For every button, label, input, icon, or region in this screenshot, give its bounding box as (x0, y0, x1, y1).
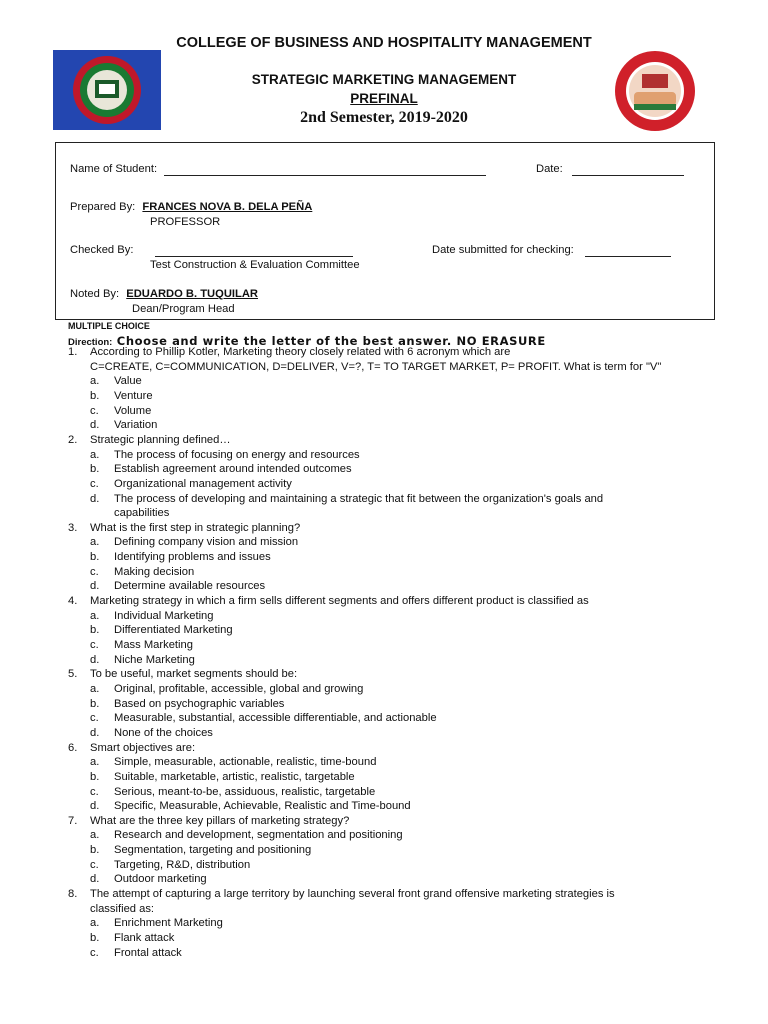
option-text: Determine available resources (114, 580, 266, 593)
option-text: Suitable, marketable, artistic, realistic, targetable (114, 770, 355, 783)
option-letter: b. (90, 624, 100, 637)
checked-label: Checked By: (70, 244, 134, 256)
noted-title: Dean/Program Head (132, 303, 235, 315)
noted-label: Noted By: (70, 288, 120, 300)
option-letter: d. (90, 726, 100, 739)
question-text: According to Phillip Kotler, Marketing theory closely related with 6 acronym which are (90, 346, 511, 358)
option-letter: c. (90, 785, 99, 798)
name-label: Name of Student: (70, 163, 158, 175)
question-number: 6. (68, 741, 78, 754)
option-letter: d. (90, 873, 100, 886)
question-text: Strategic planning defined… (90, 433, 231, 446)
option-letter: a. (90, 756, 100, 769)
option-text: Enrichment Marketing (114, 917, 223, 930)
option-letter: c. (90, 565, 99, 578)
option-letter: d. (90, 419, 100, 432)
option-letter: d. (90, 492, 100, 505)
prepared-title: PROFESSOR (150, 216, 221, 228)
option-letter: a. (90, 682, 100, 695)
option-text: The process of focusing on energy and resources (114, 448, 360, 461)
option-text: None of the choices (114, 726, 213, 739)
question-text: To be useful, market segments should be: (90, 668, 298, 681)
option-letter: d. (90, 800, 100, 813)
exam-title: PREFINAL (350, 91, 418, 106)
question-text: Marketing strategy in which a firm sells different segments and offers different product is classified as (90, 595, 589, 608)
question-text: classified as: (90, 902, 155, 915)
option-text: Organizational management activity (114, 477, 292, 490)
option-text: Segmentation, targeting and positioning (114, 844, 312, 857)
semester-label: 2nd Semester, 2019-2020 (300, 109, 468, 126)
option-text: Based on psychographic variables (114, 697, 285, 710)
option-text: Variation (114, 419, 158, 432)
option-letter: a. (90, 917, 100, 930)
question-number: 7. (68, 814, 78, 827)
option-letter: b. (90, 697, 100, 710)
question-number: 3. (68, 521, 78, 534)
question-text: The attempt of capturing a large territory by launching several front grand offensive marketing strategies is (90, 888, 615, 901)
option-text: Establish agreement around intended outcomes (114, 463, 352, 476)
option-text: Simple, measurable, actionable, realistic, time-bound (114, 756, 377, 769)
option-text: Measurable, substantial, accessible differentiable, and actionable (114, 712, 437, 725)
question-text: Smart objectives are: (90, 741, 196, 754)
option-letter: c. (90, 639, 99, 651)
option-letter: c. (90, 712, 99, 725)
option-text: Differentiated Marketing (114, 624, 233, 637)
option-letter: c. (90, 946, 99, 959)
option-letter: c. (90, 477, 99, 490)
question-number: 8. (68, 888, 78, 901)
option-letter: a. (90, 829, 100, 842)
option-letter: b. (90, 551, 100, 564)
option-letter: a. (90, 609, 100, 622)
option-text: Defining company vision and mission (114, 536, 299, 549)
option-text: Research and development, segmentation and positioning (114, 829, 403, 842)
option-letter: c. (90, 404, 99, 417)
prepared-name: FRANCES NOVA B. DELA PEÑA (142, 201, 313, 213)
option-letter: b. (90, 932, 100, 944)
option-letter: b. (90, 463, 100, 476)
option-letter: a. (90, 448, 100, 461)
option-text: Original, profitable, accessible, global and growing (114, 682, 364, 695)
option-letter: b. (90, 844, 100, 857)
option-text: Identifying problems and issues (114, 551, 271, 564)
noted-name: EDUARDO B. TUQUILAR (126, 288, 259, 300)
option-text: The process of developing and maintaining a strategic that fit between the organization's goals and (114, 492, 604, 505)
option-text: Value (114, 375, 142, 388)
direction-text: Choose and write the letter of the best answer. NO ERASURE (116, 334, 546, 348)
option-text: Targeting, R&D, distribution (114, 858, 251, 871)
option-letter: c. (90, 858, 99, 871)
checked-role: Test Construction & Evaluation Committee (150, 259, 360, 271)
question-number: 2. (68, 433, 78, 446)
question-text: C=CREATE, C=COMMUNICATION, D=DELIVER, V=?, T= TO TARGET MARKET, P= PROFIT. What is term for "V" (90, 360, 662, 373)
option-letter: d. (90, 580, 100, 593)
date-label: Date: (536, 163, 563, 175)
option-text: Mass Marketing (114, 639, 193, 651)
option-text: Outdoor marketing (114, 873, 207, 886)
question-text: What is the first step in strategic planning? (90, 521, 301, 534)
college-title: COLLEGE OF BUSINESS AND HOSPITALITY MANAGEMENT (176, 35, 592, 51)
subject-title: STRATEGIC MARKETING MANAGEMENT (251, 72, 517, 87)
question-number: 5. (68, 668, 78, 681)
prepared-label: Prepared By: (70, 201, 136, 213)
option-text: Making decision (114, 565, 195, 578)
option-letter: a. (90, 536, 100, 549)
option-letter: b. (90, 770, 100, 783)
option-text: Niche Marketing (114, 653, 195, 666)
option-text: Individual Marketing (114, 609, 214, 622)
option-text: Frontal attack (114, 946, 182, 959)
option-letter: b. (90, 389, 100, 402)
question-text: What are the three key pillars of marketing strategy? (90, 814, 350, 827)
option-text: Flank attack (114, 932, 175, 944)
option-text: Specific, Measurable, Achievable, Realistic and Time-bound (114, 800, 411, 813)
option-text: Venture (114, 389, 153, 402)
direction-label: Direction: (68, 337, 113, 348)
section-type: MULTIPLE CHOICE (68, 321, 150, 331)
option-text: capabilities (114, 507, 170, 520)
question-number: 1. (68, 346, 78, 358)
submitted-label: Date submitted for checking: (432, 244, 574, 256)
option-text: Volume (114, 404, 152, 417)
option-text: Serious, meant-to-be, assiduous, realistic, targetable (114, 785, 376, 798)
option-letter: d. (90, 653, 100, 666)
question-number: 4. (68, 595, 78, 608)
option-letter: a. (90, 375, 100, 388)
